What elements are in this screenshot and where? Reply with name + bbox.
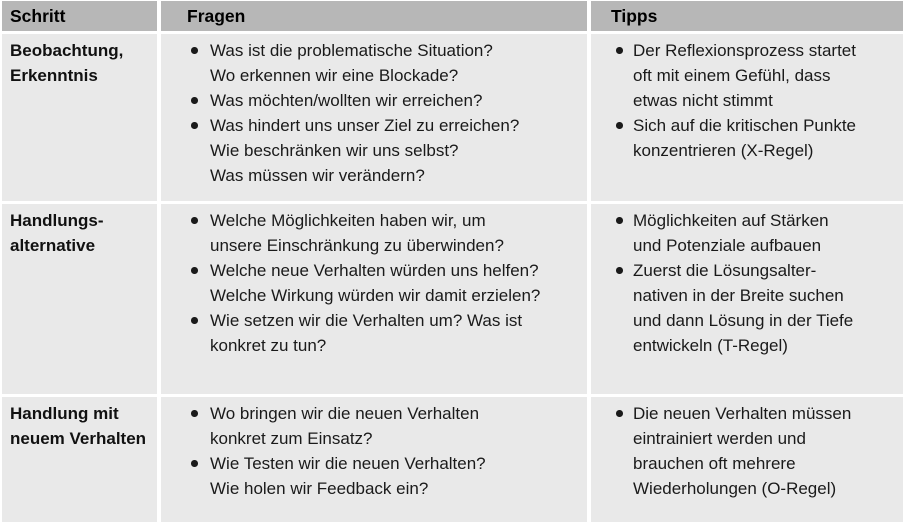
bullet-item <box>591 38 903 113</box>
text-line: konkret zum Einsatz? <box>210 429 373 448</box>
text-line: und Potenziale aufbauen <box>633 236 822 255</box>
tipps-list <box>591 208 903 358</box>
text-line: unsere Einschränkung zu überwinden? <box>210 236 504 255</box>
step-line: Handlung mit <box>10 404 119 423</box>
step-line: Erkenntnis <box>10 66 98 85</box>
text-line: Wie holen wir Feedback ein? <box>210 479 429 498</box>
cell-schritt <box>2 34 157 201</box>
text-line: Was hindert uns unser Ziel zu erreichen? <box>210 116 520 135</box>
text-line: brauchen oft mehrere <box>633 454 796 473</box>
col-header-fragen: Fragen <box>161 1 587 31</box>
col-header-schritt: Schritt <box>2 1 157 31</box>
step-line: Beobachtung, <box>10 41 124 60</box>
text-line: und dann Lösung in der Tiefe <box>633 311 854 330</box>
tipps-list <box>591 401 903 501</box>
bullet-item <box>161 401 587 451</box>
bullet-item <box>161 88 587 113</box>
text-line: oft mit einem Gefühl, dass <box>633 66 831 85</box>
cell-schritt <box>2 204 157 394</box>
text-line: konkret zu tun? <box>210 336 327 355</box>
text-line: Welche Wirkung würden wir damit erzielen? <box>210 286 541 305</box>
bullet-item <box>161 38 587 88</box>
fragen-list <box>161 401 587 501</box>
text-line: Wie setzen wir die Verhalten um? Was ist <box>210 311 523 330</box>
text-line: Sich auf die kritischen Punkte <box>633 116 857 135</box>
text-line: entwickeln (T-Regel) <box>633 336 788 355</box>
table-header-row <box>2 1 903 31</box>
text-line: Wiederholungen (O-Regel) <box>633 479 837 498</box>
table-row-handlungsalternative <box>2 204 903 394</box>
bullet-item <box>161 208 587 258</box>
text-line: Die neuen Verhalten müssen <box>633 404 852 423</box>
bullet-item <box>161 258 587 308</box>
bullet-item <box>591 208 903 258</box>
text-line: Möglichkeiten auf Stärken <box>633 211 829 230</box>
table-row-beobachtung <box>2 34 903 201</box>
cell-tipps <box>591 397 903 522</box>
text-line: Was müssen wir verändern? <box>210 166 425 185</box>
table-row-handlung-neues-verhalten <box>2 397 903 522</box>
text-line: Was ist die problematische Situation? <box>210 41 493 60</box>
fragen-list <box>161 38 587 188</box>
text-line: konzentrieren (X-Regel) <box>633 141 814 160</box>
text-line: etwas nicht stimmt <box>633 91 773 110</box>
cell-schritt <box>2 397 157 522</box>
bullet-item <box>591 113 903 163</box>
text-line: Wo erkennen wir eine Blockade? <box>210 66 459 85</box>
step-line: neuem Verhalten <box>10 429 147 448</box>
tipps-list <box>591 38 903 163</box>
cell-fragen <box>161 34 587 201</box>
text-line: Welche neue Verhalten würden uns helfen? <box>210 261 539 280</box>
step-line: Handlungs- <box>10 211 104 230</box>
step-line: alternative <box>10 236 96 255</box>
text-line: Welche Möglichkeiten haben wir, um <box>210 211 486 230</box>
cell-tipps <box>591 204 903 394</box>
text-line: Was möchten/wollten wir erreichen? <box>210 91 483 110</box>
text-line: Der Reflexionsprozess startet <box>633 41 856 60</box>
cell-fragen <box>161 204 587 394</box>
text-line: eintrainiert werden und <box>633 429 806 448</box>
text-line: nativen in der Breite suchen <box>633 286 844 305</box>
text-line: Wo bringen wir die neuen Verhalten <box>210 404 480 423</box>
bullet-item <box>161 451 587 501</box>
text-line: Wie Testen wir die neuen Verhalten? <box>210 454 486 473</box>
bullet-item <box>591 258 903 358</box>
cell-fragen <box>161 397 587 522</box>
col-header-tipps: Tipps <box>591 1 903 31</box>
cell-tipps <box>591 34 903 201</box>
text-line: Wie beschränken wir uns selbst? <box>210 141 459 160</box>
bullet-item <box>591 401 903 501</box>
text-line: Zuerst die Lösungsalter- <box>633 261 817 280</box>
bullet-item <box>161 113 587 188</box>
bullet-item <box>161 308 587 358</box>
fragen-list <box>161 208 587 358</box>
